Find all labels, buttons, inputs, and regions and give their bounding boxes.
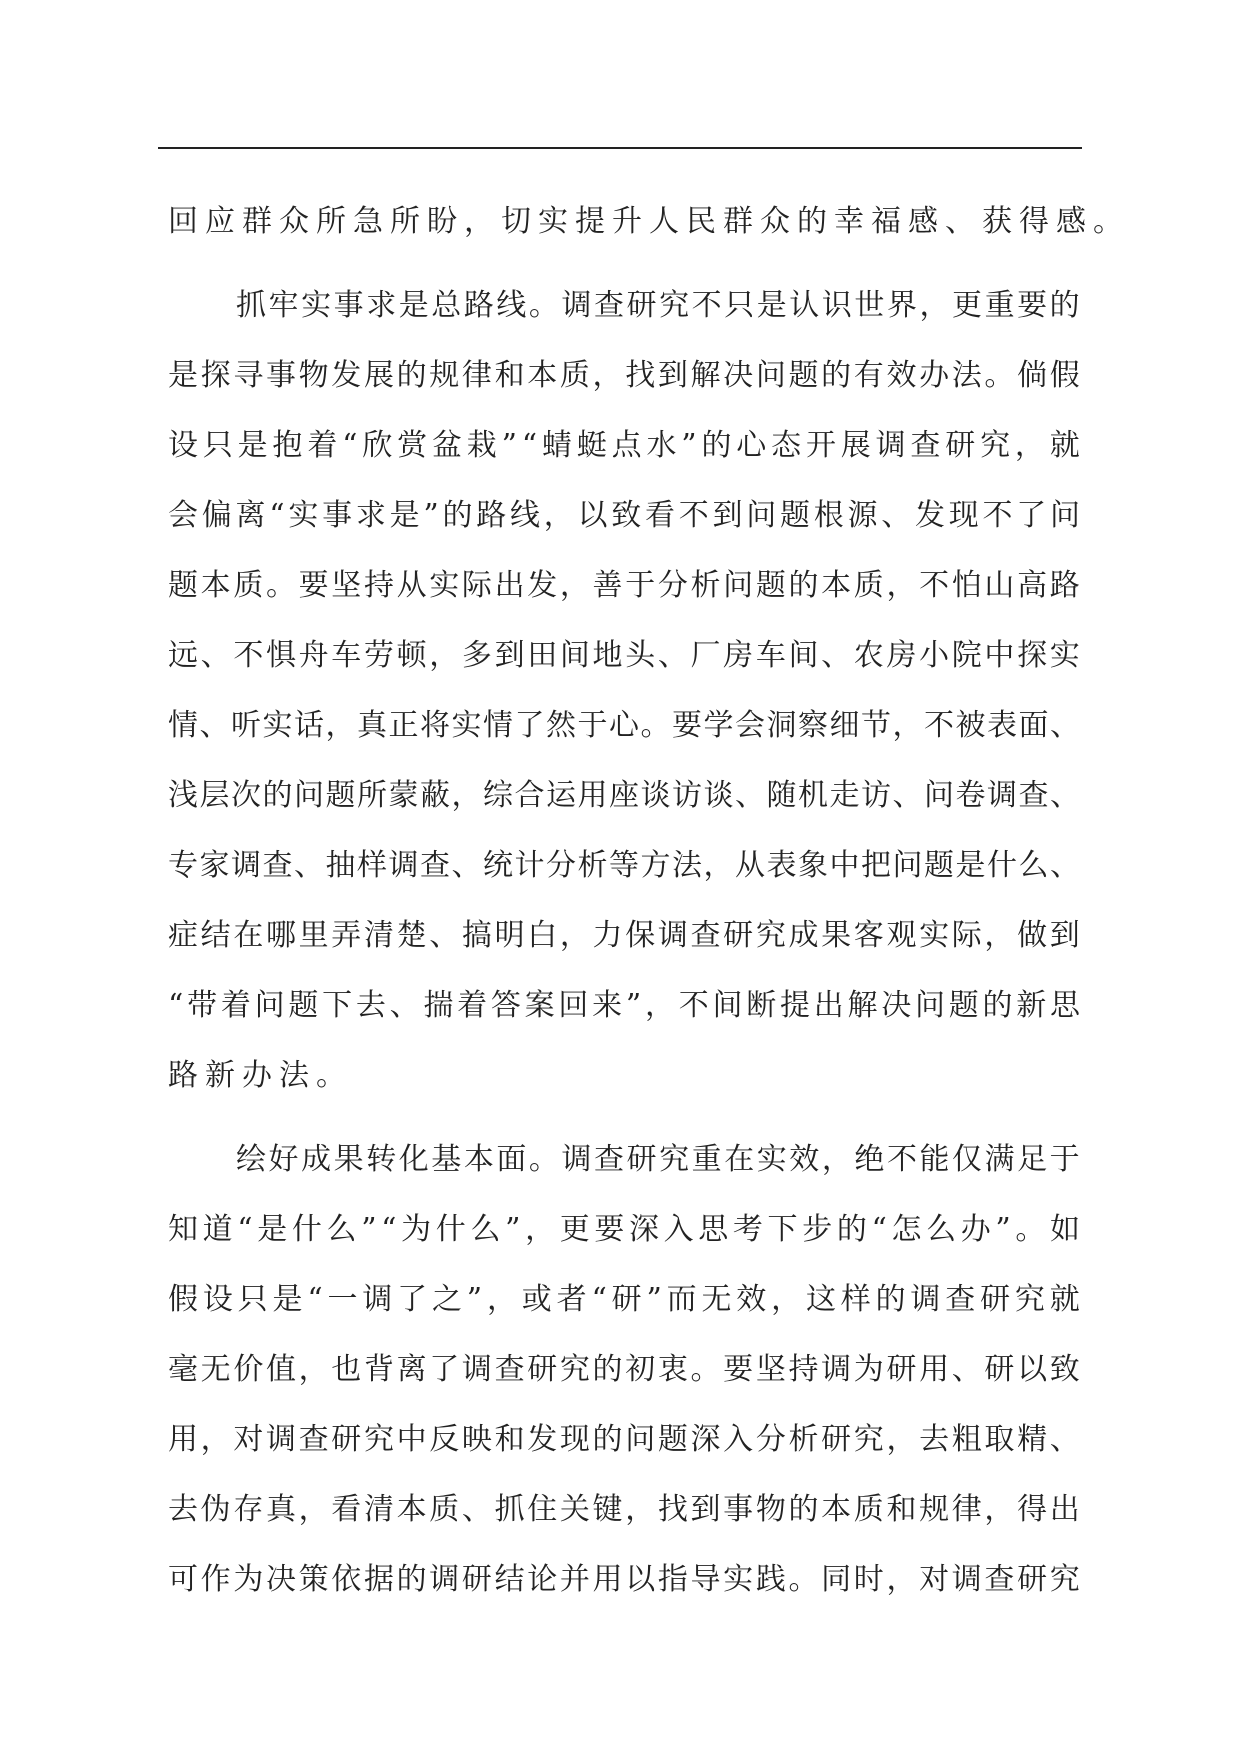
text-line: 用 ， 对 调 查 研 究 中 反 映 和 发 现 的 问 题 深 入 分 析 研 究 ， 去 粗 取 精 、	[168, 1422, 1080, 1457]
text-line: 设 只 是 抱 着 “ 欣 赏 盆 栽 ” “ 蜻 蜓 点 水 ” 的 心 态 开 展 调 查 研 究 ， 就	[168, 428, 1080, 463]
text-line: “ 带 着 问 题 下 去 、 揣 着 答 案 回 来 ” ， 不 间 断 提 出 解 决 问 题 的 新 思	[168, 988, 1080, 1023]
text-line: 浅 层 次 的 问 题 所 蒙 蔽 ， 综 合 运 用 座 谈 访 谈 、 随 机 走 访 、 问 卷 调 查 、	[168, 778, 1080, 813]
text-line: 知 道 “ 是 什 么 ” “ 为 什 么 ” ， 更 要 深 入 思 考 下 步 的 “ 怎 么 办 ” 。 如	[168, 1212, 1080, 1247]
text-line: 远 、 不 惧 舟 车 劳 顿 ， 多 到 田 间 地 头 、 厂 房 车 间 、 农 房 小 院 中 探 实	[168, 638, 1080, 673]
paragraph	[168, 194, 1130, 264]
document-body	[168, 194, 1130, 1622]
text-line: 抓 牢 实 事 求 是 总 路 线 。 调 查 研 究 不 只 是 认 识 世 界 ， 更 重 要 的	[236, 288, 1080, 323]
header-rule	[158, 147, 1082, 149]
text-line: 症 结 在 哪 里 弄 清 楚 、 搞 明 白 ， 力 保 调 查 研 究 成 果 客 观 实 际 ， 做 到	[168, 918, 1080, 953]
text-line: 可 作 为 决 策 依 据 的 调 研 结 论 并 用 以 指 导 实 践 。 同 时 ， 对 调 查 研 究	[168, 1562, 1080, 1597]
paragraph-gap	[168, 264, 1080, 278]
text-line: 回应群众所急所盼，切实提升人民群众的幸福感、获得感。	[168, 204, 1130, 239]
text-line: 专 家 调 查 、 抽 样 调 查 、 统 计 分 析 等 方 法 ， 从 表 象 中 把 问 题 是 什 么 、	[168, 848, 1080, 883]
text-line: 情 、 听 实 话 ， 真 正 将 实 情 了 然 于 心 。 要 学 会 洞 察 细 节 ， 不 被 表 面 、	[168, 708, 1080, 743]
text-line: 路新办法。	[168, 1058, 353, 1093]
paragraph	[168, 278, 1080, 1118]
text-line: 题 本 质 。 要 坚 持 从 实 际 出 发 ， 善 于 分 析 问 题 的 本 质 ， 不 怕 山 高 路	[168, 568, 1080, 603]
text-line: 是 探 寻 事 物 发 展 的 规 律 和 本 质 ， 找 到 解 决 问 题 的 有 效 办 法 。 倘 假	[168, 358, 1080, 393]
text-line: 去 伪 存 真 ， 看 清 本 质 、 抓 住 关 键 ， 找 到 事 物 的 本 质 和 规 律 ， 得 出	[168, 1492, 1080, 1527]
text-line: 假 设 只 是 “ 一 调 了 之 ” ， 或 者 “ 研 ” 而 无 效 ， 这 样 的 调 查 研 究 就	[168, 1282, 1080, 1317]
text-line: 绘 好 成 果 转 化 基 本 面 。 调 查 研 究 重 在 实 效 ， 绝 不 能 仅 满 足 于	[236, 1142, 1080, 1177]
paragraph-gap	[168, 1118, 1080, 1132]
paragraph	[168, 1132, 1080, 1622]
text-line: 毫 无 价 值 ， 也 背 离 了 调 查 研 究 的 初 衷 。 要 坚 持 调 为 研 用 、 研 以 致	[168, 1352, 1080, 1387]
text-line: 会 偏 离 “ 实 事 求 是 ” 的 路 线 ， 以 致 看 不 到 问 题 根 源 、 发 现 不 了 问	[168, 498, 1080, 533]
